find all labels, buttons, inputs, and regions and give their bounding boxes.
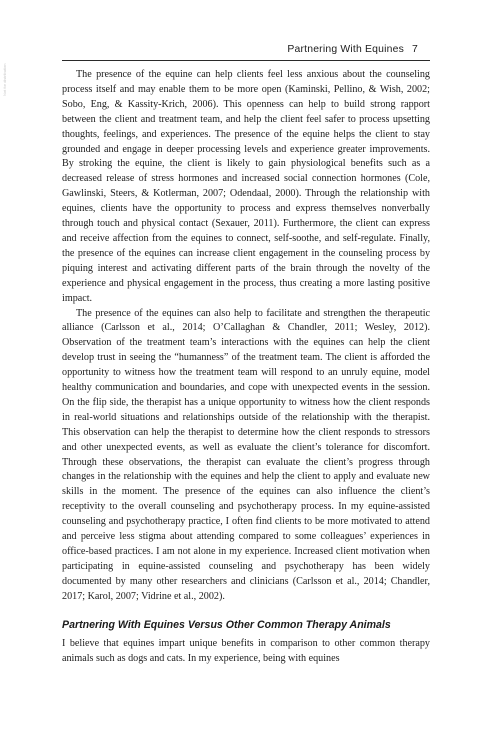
paragraph-1: The presence of the equine can help clients feel less anxious about the counseling process itself and may enable them to be more open (Kaminski, Pellino, & Wish, 2002; Sobo, Eng, & Kassity-Krich, 2006). This openness can help to build strong rapport between the client and treatment team, and help the client feel safer to process upsetting thoughts, feelings, and experiences. The presence of the equine helps the client to stay grounded and engage in deeper processing levels and experience greater improvements. By stroking the equine, the client is likely to gain physiological benefits such as a decreased release of stress hormones and increased social connection hormones (Cole, Gawlinski, Steers, & Kotlerman, 2007; Odendaal, 2000). Through the relationship with equines, clients have the opportunity to process and express themselves nonverbally through touch and physical contact (Sexauer, 2011). Furthermore, the client can express and receive affection from the equines to connect, self-soothe, and self-regulate. Finally, the presence of the equines can increase client engagement in the counseling process by piquing interest and activating different parts of the brain through the novelty of the experience and physical engagement in the process, thus creating a more lasting positive impact. (62, 69, 430, 304)
margin-watermark: Not for distribution (2, 63, 7, 96)
section-heading: Partnering With Equines Versus Other Common Therapy Animals (62, 618, 391, 631)
section-paragraph: I believe that equines impart unique benefits in comparison to other common therapy animals such as dogs and cats. In my experience, being with equines (62, 637, 430, 664)
body-text (62, 68, 430, 666)
page-number: 7 (412, 44, 418, 55)
running-head-title: Partnering With Equines (287, 44, 405, 55)
paragraph-2: The presence of the equines can also help to facilitate and strengthen the therapeutic alliance (Carlsson et al., 2014; O’Callaghan & Chandler, 2011; Wesley, 2012). Observation of the treatment team’s interactions with the equines can help the client develop trust in seeing the “humanness” of the treatment team. The client is afforded the opportunity to witness how the treatment team will respond to an unruly equine, model healthy communication and boundaries, and cope with unexpected events in the session. On the flip side, the therapist has a unique opportunity to witness how the client responds in real-world situations and relationships outside of the relationship with the therapist. This observation can help the therapist to determine how the client responds to stressors and other unexpected events, as well as evaluate the client’s tolerance for discomfort. Through these observations, the therapist can evaluate the client’s progress through changes in the relationship with the equines and help the client to apply and evaluate new skills in the moment. The presence of the equines can also influence the client’s receptivity to the overall counseling and psychotherapy process. In my equine-assisted counseling and psychotherapy practice, I often find clients to be more motivated to attend and perceive less stigma about attending compared to some colleagues’ experiences in office-based practices. I am not alone in my experience. Increased client motivation when participating in equine-assisted counseling and psychotherapy has been widely documented by many other researchers and clinicians (Carlsson et al., 2014; Chandler, 2017; Karol, 2007; Vidrine et al., 2002). (62, 307, 430, 602)
running-head (287, 44, 418, 55)
header-rule (62, 60, 430, 61)
